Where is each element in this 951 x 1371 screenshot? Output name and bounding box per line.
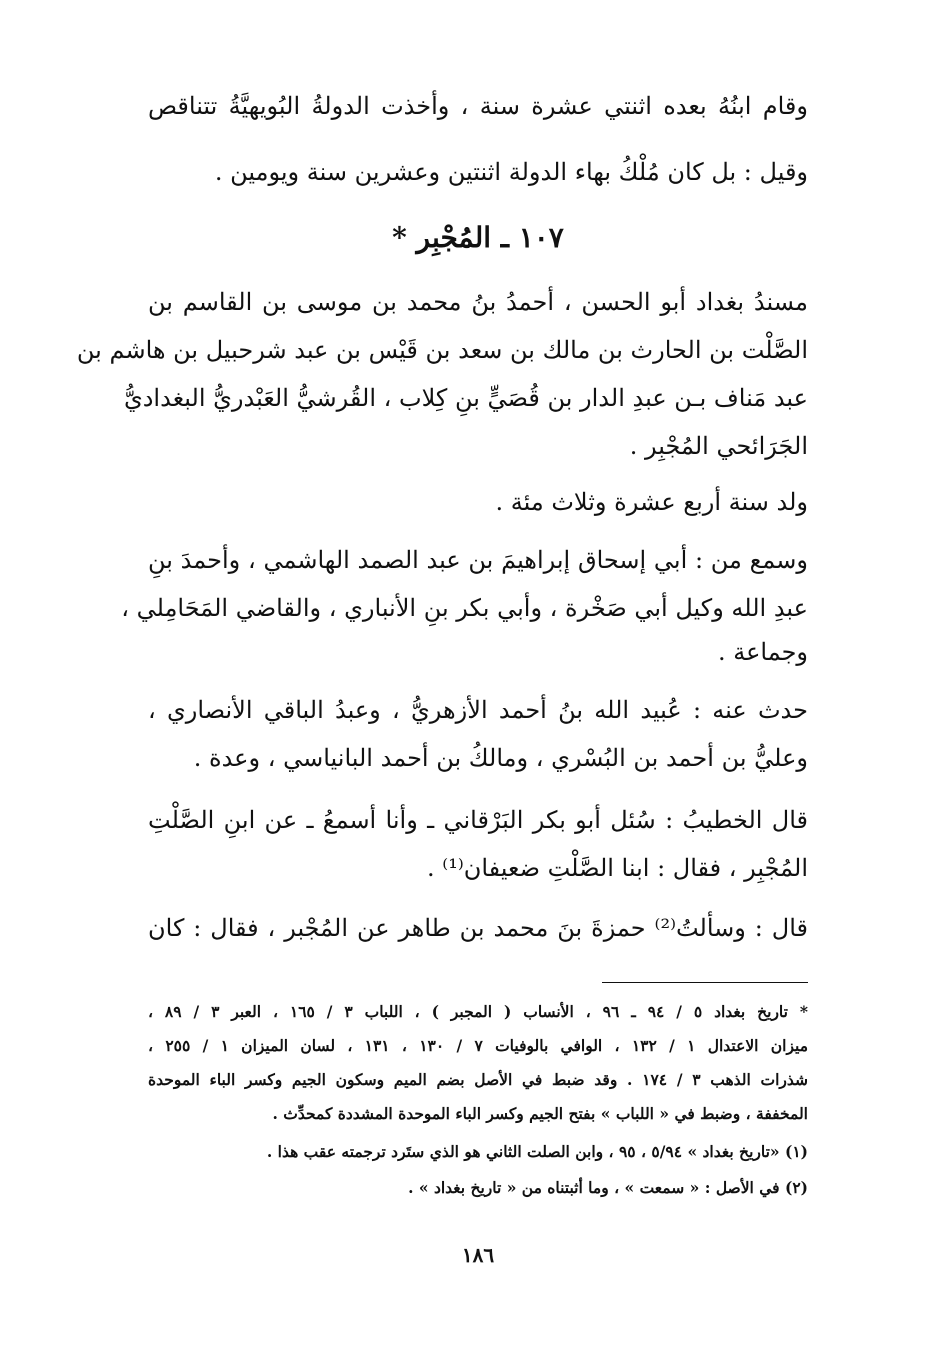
body-line: وجماعة .	[717, 638, 808, 666]
body-line: ولد سنة أربع عشرة وثلاث مئة .	[495, 488, 808, 516]
page-number: ١٨٦	[461, 1243, 495, 1267]
body-line: مسندُ بغداد أبو الحسن ، أحمدُ بنُ محمد بن موسى بن القاسم بن	[148, 288, 808, 316]
footnote-separator	[602, 982, 808, 983]
body-line: الجَرَائحي المُجْبِر .	[629, 432, 808, 460]
body-line: عبد مَناف بـن عبدِ الدار بن قُصَيٍّ بنِ كِلاب ، القُرشيُّ العَبْدريُّ البغداديُّ	[123, 384, 808, 412]
body-line: الصَّلْت بن الحارث بن مالك بن سعد بن قَيْس بن عبد شرحبيل بن هاشم بن	[76, 336, 808, 364]
body-line: قال : وسألتُ⁽²⁾ حمزةَ بنَ محمد بن طاهر عن المُجْبر ، فقال : كان	[148, 914, 808, 942]
body-line: وقام ابنُهُ بعده اثنتي عشرة سنة ، وأخذت الدولةُ البُويهيَّةُ تتناقص	[148, 92, 808, 120]
body-line: عبدِ الله وكيل أبي صَخْرة ، وأبي بكر بنِ الأنباري ، والقاضي المَحَامِلي ،	[121, 594, 808, 622]
body-line: المُجْبِر ، فقال : ابنا الصَّلْتِ ضعيفان⁽¹⁾ .	[427, 854, 808, 882]
body-line: وعليُّ بن أحمد بن البُسْري ، ومالكُ بن أحمد البانياسي ، وعدة .	[193, 744, 808, 772]
body-line: قال الخطيبُ : سُئل أبو بكر البَرْقاني ـ وأنا أسمعُ ـ عن ابنِ الصَّلْتِ	[148, 806, 808, 834]
body-line: حدث عنه : عُبيد الله بنُ أحمد الأزهريُّ ، وعبدُ الباقي الأنصاري ،	[148, 696, 808, 724]
footnote-line: شذرات الذهب ٣ / ١٧٤ . وقد ضبط في الأصل بضم الميم وسكون الجيم وكسر الباء الموحدة	[148, 1070, 808, 1089]
footnote-line: ميزان الاعتدال ١ / ١٣٢ ، الوافي بالوفيات ٧ / ١٣٠ ، ١٣١ ، لسان الميزان ١ / ٢٥٥ ،	[148, 1036, 808, 1055]
footnote-2: (٢) في الأصل : « سمعت » ، وما أثبتناه من « تاريخ بغداد » .	[408, 1178, 808, 1197]
entry-heading: ١٠٧ ـ المُجْبِر *	[392, 221, 564, 254]
body-line: وسمع من : أبي إسحاق إبراهيمَ بن عبد الصمد الهاشمي ، وأحمدَ بنِ	[148, 546, 808, 574]
footnote-line: * تاريخ بغداد ٥ / ٩٤ ـ ٩٦ ، الأنساب ( المجبر ) ، اللباب ٣ / ١٦٥ ، العبر ٣ / ٨٩ ،	[148, 1002, 808, 1021]
body-line: وقيل : بل كان مُلْكُ بهاء الدولة اثنتين وعشرين سنة ويومين .	[214, 158, 808, 186]
footnote-1: (١) «تاريخ بغداد » ٥/٩٤ ، ٩٥ ، وابن الصلت الثاني هو الذي ستَرد ترجمته عقب هذا .	[266, 1142, 808, 1161]
footnote-line: المخففة ، وضبط في « اللباب » بفتح الجيم وكسر الباء الموحدة المشددة كمحدِّث .	[272, 1104, 808, 1123]
